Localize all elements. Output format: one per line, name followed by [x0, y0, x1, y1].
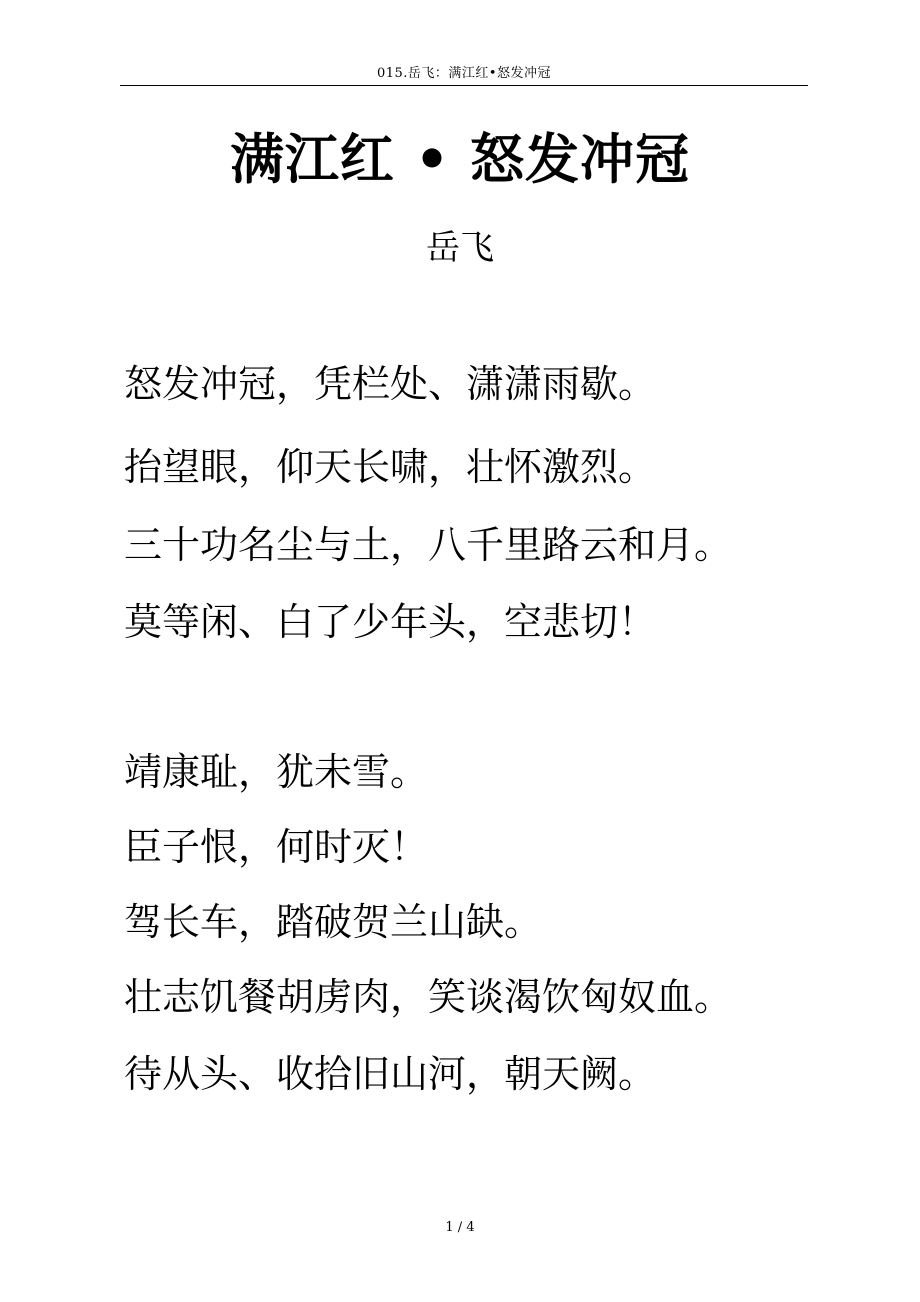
page-number: 1 / 4 [445, 1220, 475, 1235]
stanza-1-line-2: 抬望眼，仰天长啸，壮怀激烈。 [124, 445, 657, 489]
stanza-2-line-2: 臣子恨，何时灭！ [124, 825, 429, 869]
stanza-2-line-1: 靖康耻，犹未雪。 [124, 750, 429, 794]
header-divider [120, 85, 808, 86]
stanza-2-line-5: 待从头、收拾旧山河，朝天阙。 [124, 1052, 657, 1096]
stanza-2-line-3: 驾长车，踏破贺兰山缺。 [124, 900, 543, 944]
running-header: 015.岳飞：满江红•怒发冲冠 [376, 66, 552, 81]
stanza-2-line-4: 壮志饥餐胡虏肉，笑谈渴饮匈奴血。 [124, 975, 733, 1019]
stanza-1-line-1: 怒发冲冠，凭栏处、潇潇雨歇。 [124, 362, 657, 406]
stanza-1-line-3: 三十功名尘与土，八千里路云和月。 [124, 523, 733, 567]
poem-title: 满江红 • 怒发冲冠 [229, 127, 691, 191]
stanza-1-line-4: 莫等闲、白了少年头，空悲切！ [124, 600, 657, 644]
poem-author: 岳飞 [426, 228, 494, 268]
